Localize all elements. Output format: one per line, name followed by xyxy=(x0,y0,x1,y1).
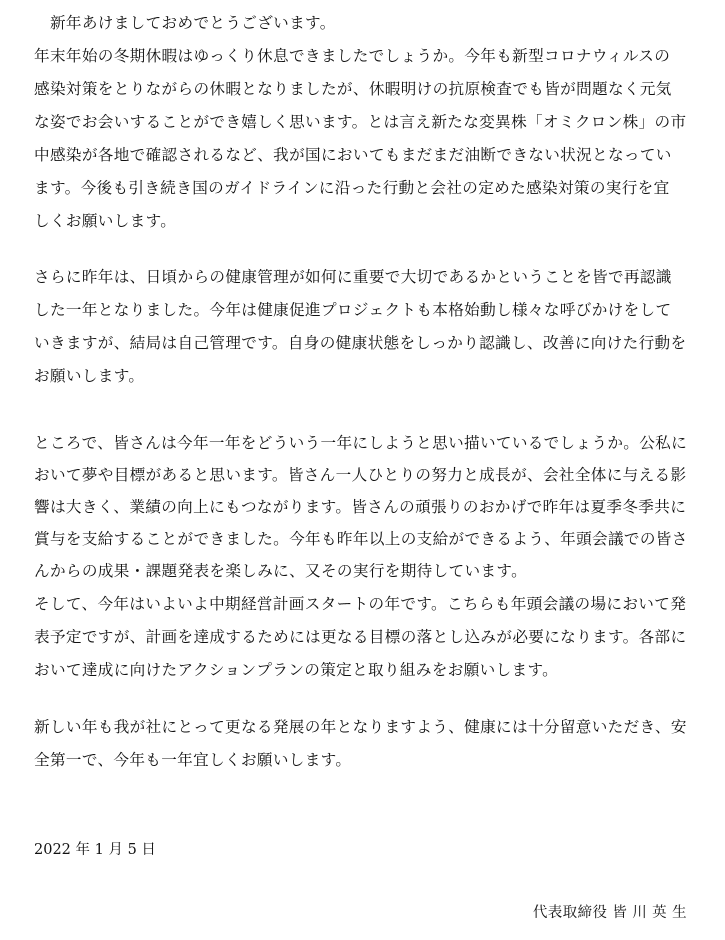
paragraph-4-line-1: そして、今年はいよいよ中期経営計画スタートの年です。こちらも年頭会議の場において発 xyxy=(34,595,687,613)
paragraph-2-line-2: した一年となりました。今年は健康促進プロジェクトも本格始動し様々な呼びかけをして xyxy=(34,301,672,319)
paragraph-3-line-2: おいて夢や目標があると思います。皆さん一人ひとりの努力と成長が、会社全体に与える影 xyxy=(34,466,687,484)
paragraph-3-line-1: ところで、皆さんは今年一年をどういう一年にしようと思い描いているでしょうか。公私に xyxy=(34,434,688,452)
paragraph-4-line-3: おいて達成に向けたアクションプランの策定と取り組みをお願いします。 xyxy=(34,661,559,679)
paragraph-1-line-5: ます。今後も引き続き国のガイドラインに沿った行動と会社の定めた感染対策の実行を宜 xyxy=(34,179,670,197)
paragraph-3-line-4: 賞与を支給することができました。今年も昨年以上の支給ができるよう、年頭会議での皆さ xyxy=(34,530,688,548)
paragraph-2-line-1: さらに昨年は、日頃からの健康管理が如何に重要で大切であるかということを皆で再認識 xyxy=(34,268,672,286)
greeting-line: 新年あけましておめでとうございます。 xyxy=(34,14,336,32)
letter-date: 2022 年 1 月 5 日 xyxy=(34,842,156,858)
paragraph-5-line-2: 全第一で、今年も一年宜しくお願いします。 xyxy=(34,751,352,769)
paragraph-4-line-2: 表予定ですが、計画を達成するためには更なる目標の落とし込みが必要になります。各部に xyxy=(34,628,687,646)
paragraph-1-line-1: 年末年始の冬期休暇はゆっくり休息できましたでしょうか。今年も新型コロナウィルスの xyxy=(34,47,671,65)
signature: 代表取締役 皆 川 英 生 xyxy=(532,905,687,921)
paragraph-2-line-3: いきますが、結局は自己管理です。自身の健康状態をしっかり認識し、改善に向けた行動を xyxy=(34,334,687,352)
paragraph-1-line-6: しくお願いします。 xyxy=(34,212,177,230)
paragraph-3-line-3: 響は大きく、業績の向上にもつながります。皆さんの頑張りのおかげで昨年は夏季冬季共に xyxy=(34,498,687,516)
paragraph-1-line-3: な姿でお会いすることができ嬉しく思います。とは言え新たな変異株「オミクロン株」の市 xyxy=(34,113,687,131)
paragraph-1-line-2: 感染対策をとりながらの休暇となりましたが、休暇明けの抗原検査でも皆が問題なく元気 xyxy=(34,80,672,98)
paragraph-1-line-4: 中感染が各地で確認されるなど、我が国においてもまだまだ油断できない状況となってい xyxy=(34,146,672,164)
paragraph-5-line-1: 新しい年も我が社にとって更なる発展の年となりますよう、健康には十分留意いただき、安 xyxy=(34,718,687,736)
paragraph-3-line-5: んからの成果・課題発表を楽しみに、又その実行を期待しています。 xyxy=(34,562,528,580)
paragraph-2-line-4: お願いします。 xyxy=(34,367,145,385)
